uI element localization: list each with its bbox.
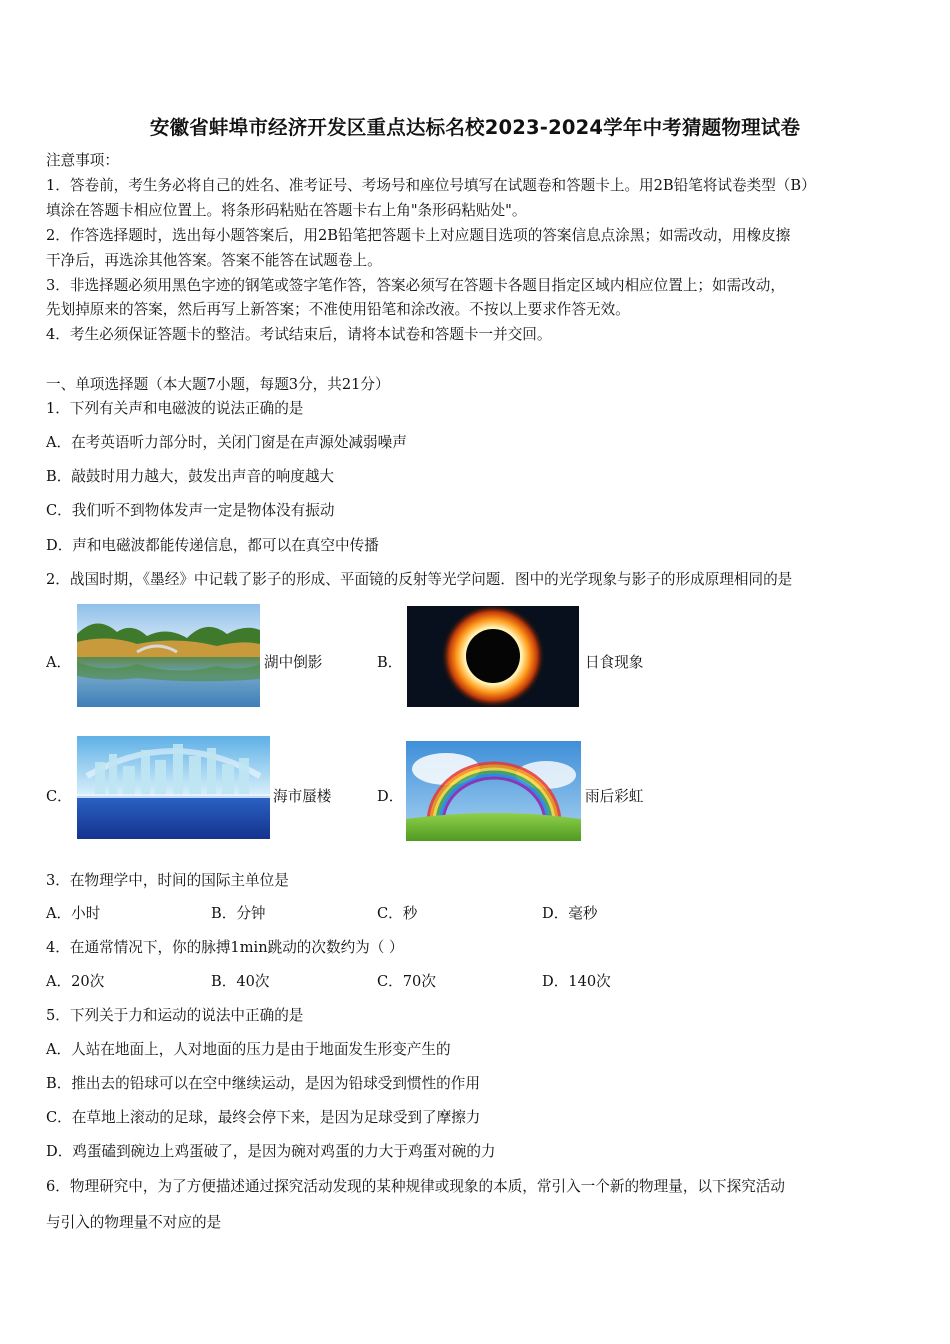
solar-eclipse-image	[407, 606, 579, 707]
notice-line: 干净后，再选涂其他答案。答案不能答在试题卷上。	[46, 252, 382, 269]
notice-line: 2．作答选择题时，选出每小题答案后，用2B铅笔把答题卡上对应题目选项的答案信息点涂黑；如需改动，用橡皮擦	[46, 227, 791, 244]
question-2-option-b-caption: 日食现象	[585, 654, 644, 671]
lake-reflection-image	[77, 604, 260, 707]
question-1-option-a: A．在考英语听力部分时，关闭门窗是在声源处减弱噪声	[46, 434, 407, 451]
notice-line: 1．答卷前，考生务必将自己的姓名、准考证号、考场号和座位号填写在试题卷和答题卡上。用2B铅笔将试卷类型（B）	[46, 177, 816, 194]
mirage-image	[77, 736, 270, 839]
question-2-option-b-letter: B．	[377, 654, 403, 671]
notice-line: 填涂在答题卡相应位置上。将条形码粘贴在答题卡右上角"条形码粘贴处"。	[46, 202, 527, 219]
question-1-option-d: D．声和电磁波都能传递信息，都可以在真空中传播	[46, 537, 379, 554]
question-3-option-c: C．秒	[377, 905, 418, 922]
question-2-option-d-letter: D．	[377, 788, 404, 805]
question-1-option-b: B．敲鼓时用力越大，鼓发出声音的响度越大	[46, 468, 335, 485]
question-3-option-b: B．分钟	[211, 905, 266, 922]
question-3-option-a: A．小时	[46, 905, 101, 922]
section-heading: 一、单项选择题（本大题7小题，每题3分，共21分）	[46, 376, 390, 393]
notice-heading: 注意事项：	[46, 152, 119, 169]
notice-line: 3．非选择题必须用黑色字迹的钢笔或签字笔作答，答案必须写在答题卡各题目指定区域内相应位置上；如需改动，	[46, 277, 785, 294]
question-2-option-d-caption: 雨后彩虹	[585, 788, 644, 805]
question-4-option-a: A．20次	[46, 973, 105, 990]
notice-line: 4．考生必须保证答题卡的整洁。考试结束后，请将本试卷和答题卡一并交回。	[46, 326, 552, 343]
question-2-option-a-letter: A．	[46, 654, 72, 671]
question-4-option-b: B．40次	[211, 973, 270, 990]
question-3-stem: 3．在物理学中，时间的国际主单位是	[46, 872, 289, 889]
question-1-option-c: C．我们听不到物体发声一定是物体没有振动	[46, 502, 335, 519]
question-1-stem: 1．下列有关声和电磁波的说法正确的是	[46, 400, 304, 417]
question-6-stem-line: 与引入的物理量不对应的是	[46, 1214, 222, 1231]
question-4-option-c: C．70次	[377, 973, 436, 990]
question-5-option-c: C．在草地上滚动的足球，最终会停下来，是因为足球受到了摩擦力	[46, 1109, 481, 1126]
question-4-option-d: D．140次	[542, 973, 611, 990]
question-5-stem: 5．下列关于力和运动的说法中正确的是	[46, 1007, 304, 1024]
question-5-option-b: B．推出去的铅球可以在空中继续运动，是因为铅球受到惯性的作用	[46, 1075, 480, 1092]
question-6-stem-line: 6．物理研究中，为了方便描述通过探究活动发现的某种规律或现象的本质，常引入一个新的物理量，以下探究活动	[46, 1178, 785, 1195]
question-3-option-d: D．毫秒	[542, 905, 598, 922]
question-5-option-d: D．鸡蛋磕到碗边上鸡蛋破了，是因为碗对鸡蛋的力大于鸡蛋对碗的力	[46, 1143, 496, 1160]
exam-title: 安徽省蚌埠市经济开发区重点达标名校2023-2024学年中考猜题物理试卷	[149, 116, 801, 139]
rainbow-image	[406, 741, 581, 841]
question-5-option-a: A．人站在地面上，人对地面的压力是由于地面发生形变产生的	[46, 1041, 451, 1058]
notice-line: 先划掉原来的答案，然后再写上新答案；不准使用铅笔和涂改液。不按以上要求作答无效。	[46, 301, 630, 318]
question-2-stem: 2．战国时期，《墨经》中记载了影子的形成、平面镜的反射等光学问题．图中的光学现象与影子的形成原理相同的是	[46, 571, 793, 588]
question-2-option-c-letter: C．	[46, 788, 72, 805]
question-2-option-a-caption: 湖中倒影	[264, 654, 323, 671]
question-4-stem: 4．在通常情况下，你的脉搏1min跳动的次数约为（ ）	[46, 939, 404, 956]
question-2-option-c-caption: 海市蜃楼	[273, 788, 332, 805]
